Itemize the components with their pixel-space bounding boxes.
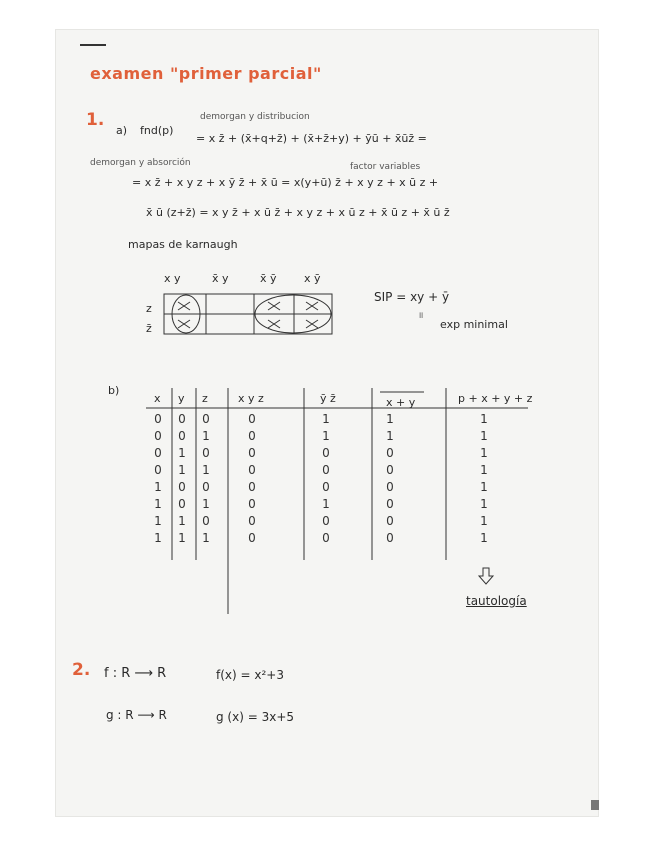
tt-cell-result: 1: [480, 497, 488, 511]
tt-cell-z: 1: [202, 531, 210, 545]
note-demorgan-absorcion: demorgan y absorción: [90, 158, 191, 168]
g-definition: g (x) = 3x+5: [216, 710, 295, 724]
tt-cell-xyz: 0: [248, 463, 256, 477]
expression-line-2: = x z̄ + x y z + x ȳ z̄ + x̄ ū = x(y+ū) z̄ + x y z + x ū z +: [132, 176, 439, 189]
g-mapping: g : R ⟶ R: [106, 708, 167, 722]
tt-cell-x-plus-y: 0: [386, 480, 394, 494]
question-2-number: 2.: [72, 660, 91, 680]
tt-cell-x-plus-y: 0: [386, 514, 394, 528]
kmap-row-label-2: z̄: [146, 322, 152, 335]
tt-cell-xyz: 0: [248, 497, 256, 511]
tt-cell-result: 1: [480, 531, 488, 545]
sop-result: SIP = xy + ȳ: [374, 290, 450, 304]
tt-cell-z: 0: [202, 514, 210, 528]
note-factor-variables: factor variables: [350, 162, 421, 172]
tt-cell-xyz: 0: [248, 480, 256, 494]
tt-cell-x-plus-y: 0: [386, 497, 394, 511]
tt-cell-x: 1: [154, 531, 162, 545]
tt-cell-result: 1: [480, 463, 488, 477]
tt-header-xyz: x y z: [238, 392, 264, 405]
equivalence-mark: ॥: [418, 311, 424, 321]
tt-cell-y: 0: [178, 429, 186, 443]
tt-cell-ybar-zbar: 0: [322, 514, 330, 528]
tt-cell-z: 0: [202, 446, 210, 460]
kmap-col-label-2: x̄ y: [212, 272, 229, 285]
tt-header-x: x: [154, 392, 161, 405]
tt-cell-y: 0: [178, 412, 186, 426]
tt-header-ybar-zbar: ȳ z̄: [320, 392, 336, 405]
question-1-number: 1.: [86, 110, 105, 130]
tt-cell-y: 1: [178, 463, 186, 477]
tt-cell-y: 1: [178, 531, 186, 545]
tt-header-x-plus-y: x + y: [386, 396, 416, 409]
tt-header-z: z: [202, 392, 208, 405]
expression-line-1: = x z̄ + (x̄+q+z̄) + (x̄+z̄+y) + ȳū + x̄ūz̄ =: [196, 132, 427, 145]
tt-cell-x: 1: [154, 480, 162, 494]
tt-cell-x: 0: [154, 463, 162, 477]
kmap-row-label-1: z: [146, 302, 152, 315]
tt-cell-result: 1: [480, 514, 488, 528]
tt-cell-xyz: 0: [248, 446, 256, 460]
tt-cell-ybar-zbar: 0: [322, 463, 330, 477]
tt-cell-ybar-zbar: 0: [322, 531, 330, 545]
tt-cell-xyz: 0: [248, 514, 256, 528]
tt-cell-x-plus-y: 0: [386, 463, 394, 477]
kmap-col-label-3: x̄ ȳ: [260, 272, 277, 285]
exam-title: examen "primer parcial": [90, 64, 322, 83]
tt-cell-z: 0: [202, 480, 210, 494]
tt-header-result: p + x + y + z: [458, 392, 533, 405]
karnaugh-map: [160, 290, 340, 340]
tt-cell-ybar-zbar: 1: [322, 412, 330, 426]
tt-cell-y: 1: [178, 446, 186, 460]
part-b-label: b): [108, 384, 120, 397]
corner-mark: [591, 800, 599, 810]
tt-cell-x: 0: [154, 412, 162, 426]
tt-cell-y: 0: [178, 497, 186, 511]
tt-cell-ybar-zbar: 0: [322, 480, 330, 494]
f-definition: f(x) = x²+3: [216, 668, 284, 682]
tt-cell-y: 0: [178, 480, 186, 494]
tt-cell-x: 0: [154, 429, 162, 443]
tt-header-y: y: [178, 392, 185, 405]
tt-cell-x: 1: [154, 514, 162, 528]
tautology-conclusion: tautología: [466, 594, 527, 608]
tt-cell-x-plus-y: 1: [386, 412, 394, 426]
tt-cell-result: 1: [480, 412, 488, 426]
tt-cell-y: 1: [178, 514, 186, 528]
expression-line-3: x̄ ū (z+z̄) = x y z̄ + x ū z̄ + x y z + x ū z + x̄ ū z + x̄ ū z̄: [146, 206, 450, 219]
tt-cell-x-plus-y: 1: [386, 429, 394, 443]
tt-cell-x-plus-y: 0: [386, 531, 394, 545]
tt-cell-x: 1: [154, 497, 162, 511]
kmap-col-label-4: x ȳ: [304, 272, 321, 285]
f-mapping: f : R ⟶ R: [104, 666, 167, 681]
tt-cell-xyz: 0: [248, 412, 256, 426]
minimal-expression-note: exp minimal: [440, 318, 508, 331]
tt-cell-z: 1: [202, 497, 210, 511]
tt-cell-ybar-zbar: 1: [322, 429, 330, 443]
tt-cell-ybar-zbar: 1: [322, 497, 330, 511]
function-name: fnd(p): [140, 124, 174, 137]
tt-cell-x: 0: [154, 446, 162, 460]
note-demorgan-distribucion: demorgan y distribucion: [200, 112, 310, 122]
tt-cell-xyz: 0: [248, 429, 256, 443]
tt-cell-result: 1: [480, 480, 488, 494]
kmap-col-label-1: x y: [164, 272, 181, 285]
tt-cell-z: 1: [202, 463, 210, 477]
top-dash: [80, 44, 106, 46]
tt-cell-ybar-zbar: 0: [322, 446, 330, 460]
part-a-label: a): [116, 124, 128, 137]
arrow-down-icon: [476, 566, 496, 586]
tt-cell-z: 0: [202, 412, 210, 426]
tt-cell-result: 1: [480, 446, 488, 460]
kmap-heading: mapas de karnaugh: [128, 238, 238, 251]
tt-cell-x-plus-y: 0: [386, 446, 394, 460]
tt-cell-z: 1: [202, 429, 210, 443]
tt-cell-result: 1: [480, 429, 488, 443]
tt-cell-xyz: 0: [248, 531, 256, 545]
